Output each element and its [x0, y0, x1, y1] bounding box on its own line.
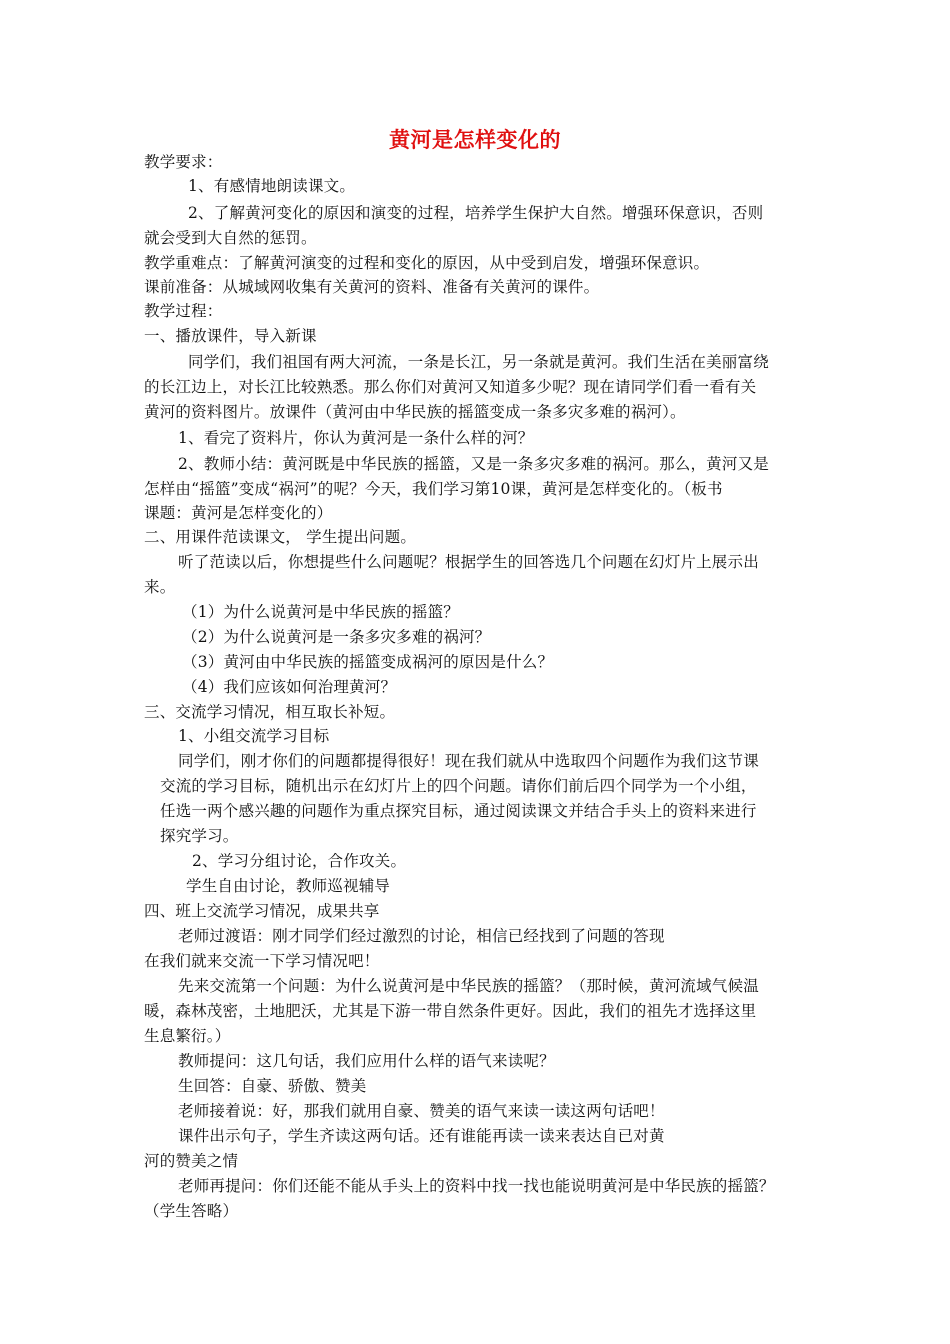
paragraph-line: 任选一两个感兴趣的问题作为重点探究目标，通过阅读课文并结合手头上的资料来进行 — [160, 802, 757, 820]
paragraph-line: 教师提问：这几句话，我们应用什么样的语气来读呢？ — [178, 1052, 555, 1070]
paragraph-line: 生息繁衍。） — [144, 1027, 231, 1045]
question-item: （3）黄河由中华民族的摇篮变成祸河的原因是什么？ — [182, 653, 554, 671]
section-heading: 二、用课件范读课文， 学生提出问题。 — [144, 528, 417, 546]
paragraph-line: 课件出示句子，学生齐读这两句话。还有谁能再读一读来表达自已对黄 — [178, 1127, 665, 1145]
paragraph-line: 老师过渡语：刚才同学们经过激烈的讨论，相信已经找到了问题的答现 — [178, 927, 665, 945]
section-heading: 教学要求： — [144, 153, 223, 171]
paragraph-line: 来。 — [144, 578, 176, 596]
paragraph-line: 老师再提问：你们还能不能从手头上的资料中找一找也能说明黄河是中华民族的摇篮？ — [178, 1177, 775, 1195]
paragraph-line: 的长江边上，对长江比较熟悉。那么你们对黄河又知道多少呢？现在请同学们看一看有关 — [144, 378, 757, 396]
paragraph-line: （学生答略） — [144, 1202, 239, 1220]
paragraph-line: 探究学习。 — [160, 827, 239, 845]
paragraph-line: 2、了解黄河变化的原因和演变的过程，培养学生保护大自然。增强环保意识，否则 — [188, 204, 764, 222]
paragraph-line: 1、看完了资料片，你认为黄河是一条什么样的河？ — [178, 429, 534, 447]
paragraph-line: 在我们就来交流一下学习情况吧！ — [144, 952, 380, 970]
paragraph-line: 教学重难点：了解黄河演变的过程和变化的原因，从中受到启发，增强环保意识。 — [144, 254, 710, 272]
paragraph-line: 老师接着说：好，那我们就用自豪、赞美的语气来读一读这两句话吧！ — [178, 1102, 665, 1120]
question-item: （4）我们应该如何治理黄河？ — [182, 678, 397, 696]
paragraph-line: 1、小组交流学习目标 — [178, 727, 330, 745]
question-item: （1）为什么说黄河是中华民族的摇篮？ — [182, 603, 459, 621]
paragraph-line: 生回答：自豪、骄傲、赞美 — [178, 1077, 367, 1095]
paragraph-line: 同学们，刚才你们的问题都提得很好！现在我们就从中选取四个问题作为我们这节课 — [178, 752, 759, 770]
section-heading: 四、班上交流学习情况，成果共享 — [144, 902, 380, 920]
question-item: （2）为什么说黄河是一条多灾多难的祸河？ — [182, 628, 491, 646]
section-heading: 教学过程： — [144, 302, 223, 320]
paragraph-line: 1、有感情地朗读课文。 — [188, 177, 356, 195]
section-heading: 一、播放课件，导入新课 — [144, 327, 317, 345]
paragraph-line: 学生自由讨论，教师巡视辅导 — [186, 877, 391, 895]
paragraph-line: 暖，森林茂密，土地肥沃，尤其是下游一带自然条件更好。因此，我们的祖先才选择这里 — [144, 1002, 757, 1020]
section-heading: 三、交流学习情况，相互取长补短。 — [144, 703, 396, 721]
paragraph-line: 同学们，我们祖国有两大河流，一条是长江，另一条就是黄河。我们生活在美丽富绕 — [188, 353, 769, 371]
paragraph-line: 河的赞美之情 — [144, 1152, 239, 1170]
paragraph-line: 怎样由“摇篮”变成“祸河”的呢？今天，我们学习第10课，黄河是怎样变化的。（板书 — [144, 480, 723, 498]
paragraph-line: 就会受到大自然的惩罚。 — [144, 229, 317, 247]
paragraph-line: 交流的学习目标，随机出示在幻灯片上的四个问题。请你们前后四个同学为一个小组， — [160, 777, 757, 795]
document-title: 黄河是怎样变化的 — [389, 128, 561, 152]
paragraph-line: 2、教师小结：黄河既是中华民族的摇篮，又是一条多灾多难的祸河。那么，黄河又是 — [178, 455, 769, 473]
paragraph-line: 先来交流第一个问题：为什么说黄河是中华民族的摇篮？（那时候，黄河流域气候温 — [178, 977, 759, 995]
paragraph-line: 课题：黄河是怎样变化的） — [144, 504, 333, 522]
paragraph-line: 黄河的资料图片。放课件（黄河由中华民族的摇篮变成一条多灾多难的祸河）。 — [144, 403, 686, 421]
paragraph-line: 听了范读以后，你想提些什么问题呢？根据学生的回答选几个问题在幻灯片上展示出 — [178, 553, 759, 571]
paragraph-line: 2、学习分组讨论，合作攻关。 — [192, 852, 407, 870]
paragraph-line: 课前准备：从城域网收集有关黄河的资料、准备有关黄河的课件。 — [144, 278, 600, 296]
